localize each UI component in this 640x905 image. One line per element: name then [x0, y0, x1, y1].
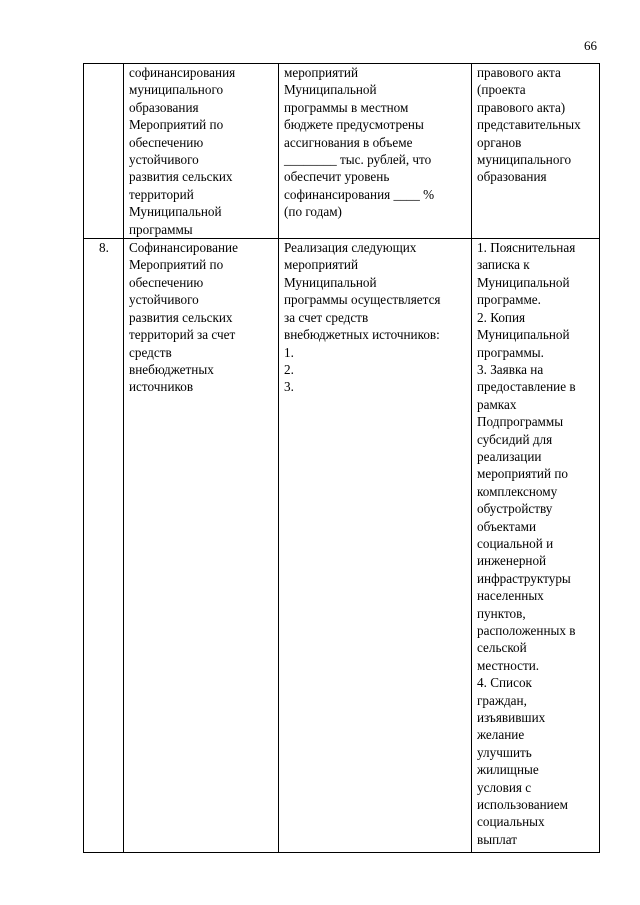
cell-line: территорий за счет: [129, 327, 236, 343]
cell-line: мероприятий: [284, 257, 359, 273]
cell-line: местности.: [477, 657, 540, 673]
cell-line: (по годам): [284, 204, 342, 220]
cell-line: выплат: [477, 831, 518, 847]
measure-name-cell: [124, 64, 279, 239]
cell-line: Подпрограммы: [477, 414, 564, 430]
description-cell: [279, 64, 472, 239]
cell-line: 2. Копия: [477, 309, 526, 325]
cell-line: изъявивших: [477, 710, 546, 726]
table-row: [84, 239, 600, 853]
cell-line: улучшить: [477, 744, 532, 760]
documents-cell: [472, 239, 600, 853]
cell-line: муниципального: [129, 82, 224, 98]
row-number-cell: 8.: [84, 239, 124, 853]
cell-line: граждан,: [477, 692, 527, 708]
cell-line: субсидий для: [477, 431, 553, 447]
cell-line: реализации: [477, 448, 542, 464]
cell-line: программы: [129, 221, 193, 237]
cell-line: обеспечению: [129, 134, 204, 150]
cell-line: обеспечит уровень: [284, 169, 390, 185]
cell-line: 1.: [284, 344, 294, 360]
documents-cell: [472, 64, 600, 239]
cell-line: устойчивого: [129, 292, 199, 308]
cell-line: Муниципальной: [477, 274, 570, 290]
cell-line: бюджете предусмотрены: [284, 117, 424, 133]
cell-line: программы.: [477, 344, 544, 360]
cell-line: инфраструктуры: [477, 570, 571, 586]
cell-line: программе.: [477, 292, 541, 308]
description-cell: [279, 239, 472, 853]
cell-line: средств: [129, 344, 172, 360]
cell-line: Реализация следующих: [284, 240, 417, 256]
cell-line: органов: [477, 134, 522, 150]
row-number-cell: [84, 64, 124, 239]
cell-line: муниципального: [477, 152, 572, 168]
cell-line: внебюджетных: [129, 361, 214, 377]
cell-line: сельской: [477, 640, 527, 656]
cell-line: социальных: [477, 814, 545, 830]
cell-line: (проекта: [477, 82, 526, 98]
table-row: [84, 64, 600, 239]
cell-line: мероприятий: [284, 65, 359, 80]
cell-line: предоставление в: [477, 379, 576, 395]
cell-line: софинансирования: [129, 65, 236, 80]
cell-line: развития сельских: [129, 309, 233, 325]
cell-line: правового акта: [477, 65, 561, 80]
cell-line: источников: [129, 379, 194, 395]
cell-line: комплексному: [477, 483, 558, 499]
cell-line: 2.: [284, 361, 294, 377]
cell-line: программы в местном: [284, 99, 409, 115]
cell-line: условия с: [477, 779, 532, 795]
cell-line: Мероприятий по: [129, 117, 224, 133]
cell-line: 4. Список: [477, 675, 532, 691]
cell-line: мероприятий по: [477, 466, 568, 482]
cell-line: образования: [477, 169, 547, 185]
cell-line: Муниципальной: [129, 204, 222, 220]
measure-name-cell: [124, 239, 279, 853]
cell-line: использованием: [477, 797, 568, 813]
cell-line: Муниципальной: [284, 274, 377, 290]
cell-line: населенных: [477, 588, 544, 604]
cell-line: социальной и: [477, 535, 554, 551]
cell-line: инженерной: [477, 553, 547, 569]
cell-line: развития сельских: [129, 169, 233, 185]
cell-line: программы осуществляется: [284, 292, 441, 308]
cell-line: ассигнования в объеме: [284, 134, 413, 150]
cell-line: обеспечению: [129, 274, 204, 290]
cell-line: за счет средств: [284, 309, 369, 325]
cell-line: 3. Заявка на: [477, 361, 544, 377]
cell-line: Муниципальной: [284, 82, 377, 98]
cell-line: записка к: [477, 257, 530, 273]
cell-line: правового акта): [477, 99, 566, 115]
cell-line: софинансирования ____ %: [284, 186, 435, 202]
cell-line: внебюджетных источников:: [284, 327, 440, 343]
cell-line: 3.: [284, 379, 294, 395]
cell-line: желание: [477, 727, 525, 743]
cell-line: объектами: [477, 518, 537, 534]
cell-line: жилищные: [477, 762, 539, 778]
cell-line: расположенных в: [477, 623, 576, 638]
cell-line: 1. Пояснительная: [477, 240, 576, 256]
cell-line: территорий: [129, 186, 194, 202]
cell-line: Мероприятий по: [129, 257, 224, 273]
cell-line: представительных: [477, 117, 581, 133]
cell-line: пунктов,: [477, 605, 526, 621]
cell-line: образования: [129, 99, 199, 115]
cell-line: Софинансирование: [129, 240, 238, 256]
cell-line: устойчивого: [129, 152, 199, 168]
cell-line: ________ тыс. рублей, что: [284, 152, 432, 168]
document-table: [83, 63, 600, 853]
cell-line: обустройству: [477, 501, 553, 517]
cell-line: Муниципальной: [477, 327, 570, 343]
page-number: 66: [584, 38, 597, 53]
cell-line: рамках: [477, 396, 517, 412]
